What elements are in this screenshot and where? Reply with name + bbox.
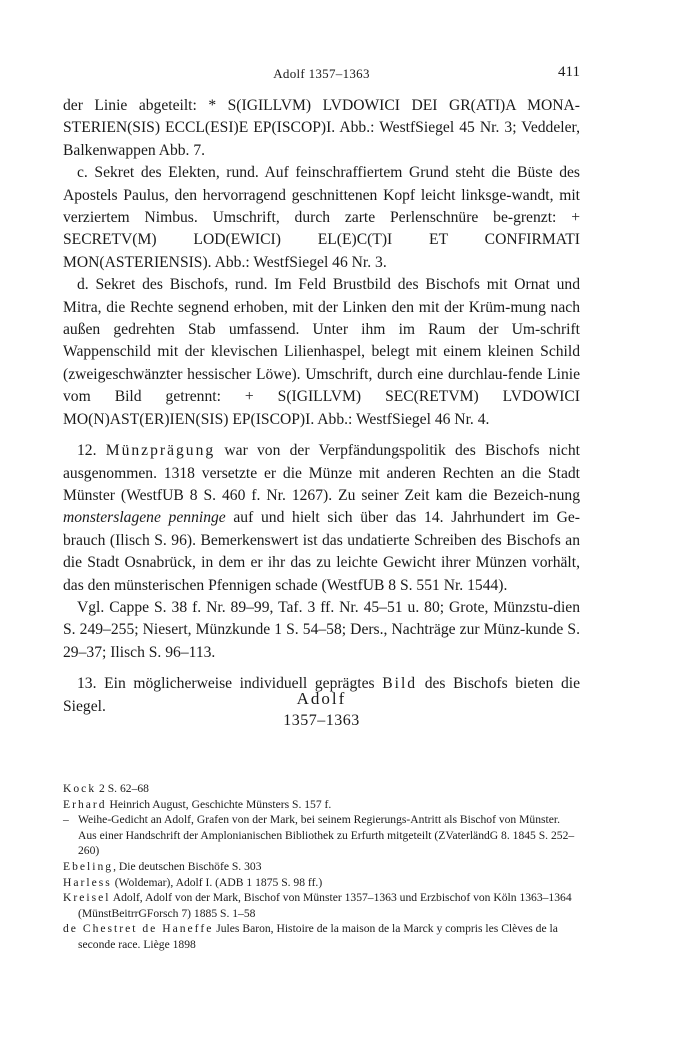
bib-text: Heinrich August, Geschichte Münsters S. 157 f. xyxy=(109,797,332,811)
paragraph-seal-c: c. Sekret des Elekten, rund. Auf feinschraffiertem Grund steht die Büste des Apostels Paulus, den hervorragend geschnittenen Kopf leicht linksge-wandt, mit verziertem Nimbus. Umschrift, durch zarte Perlenschnüre be-grenzt: + SECRETV(M) LOD(EWICI) EL(E)C(T)I ET CONFIRMATI MON(ASTERIENSIS). Abb.: WestfSiegel 46 Nr. 3. xyxy=(63,164,580,271)
paragraph-text: auf und hielt sich über das 14. Jahrhundert im Ge-brauch (Ilisch S. 96). Bemerkenswert ist das undatierte Schreiben des Bischofs an die Stadt Osnabrück, in dem er ihr das zu leichte Gewicht ihrer Münzen vorhält, das den münsterischen Pfennigen schade (WestfUB 8 S. 551 Nr. 1544). xyxy=(63,509,580,594)
spaced-term: Bild xyxy=(382,675,418,693)
paragraph-text: Ein möglicherweise individuell geprägtes xyxy=(104,675,375,693)
bibliography xyxy=(63,781,580,953)
page-number: 411 xyxy=(558,64,580,80)
bib-text: 2 S. 62–68 xyxy=(99,782,149,795)
bib-author: Harless xyxy=(63,875,112,889)
section-number: 12. xyxy=(77,442,97,460)
bibliography-entry xyxy=(63,859,580,875)
paragraph-references: Vgl. Cappe S. 38 f. Nr. 89–99, Taf. 3 ff. Nr. 45–51 u. 80; Grote, Münzstu-dien S. 249–255; Niesert, Münzkunde 1 S. 54–58; Ders., Nachträge zur Münz-kunde S. 29–37; Ilisch S. 96–113. xyxy=(63,598,580,661)
bib-author: de Chestret de Haneffe xyxy=(63,922,214,936)
paragraph-text: des Bischofs bieten die Siegel. xyxy=(63,675,581,715)
bib-text: Adolf, Adolf von der Mark, Bischof von Münster 1357–1363 und Erzbischof von Köln 1363–1364 (MünstBeitrrGForsch 7) 1885 S. 1–58 xyxy=(78,891,572,920)
paragraph-seal-d: d. Sekret des Bischofs, rund. Im Feld Brustbild des Bischofs mit Ornat und Mitra, die Rechte segnend erhoben, mit der Linken den mit der Krüm-mung nach außen gedrehten Stab umfassend. Unter ihm im Raum der Um-schrift Wappenschild mit der klevischen Lilienhaspel, belegt mit einem kleinen Schild (zweigeschwänzter hessischer Löwe). Umschrift, durch eine durchlau-fende Linie vom Bild getrennt: + S(IGILLVM) SEC(RETVM) LVDOWICI MO(N)AST(ER)IEN(SIS) EP(ISCOP)I. Abb.: WestfSiegel 46 Nr. 4. xyxy=(63,276,580,428)
section-number: 13. xyxy=(77,675,97,693)
italic-term: monsterslagene penninge xyxy=(63,509,226,527)
bib-author: Kreisel xyxy=(63,891,111,905)
bib-text: Jules Baron, Histoire de la maison de la Marck y compris les Clèves de la seconde race. Liège 1898 xyxy=(78,922,558,951)
paragraph-seal-legend: der Linie abgeteilt: * S(IGILLVM) LVDOWICI DEI GR(ATI)A MONA-STERIEN(SIS) ECCL(ESI)E EP(ISCOP)I. Abb.: WestfSiegel 45 Nr. 3; Veddeler, Balkenwappen Abb. 7. xyxy=(63,97,580,159)
bib-author: Ebeling xyxy=(63,859,114,873)
body-text xyxy=(63,95,580,718)
bibliography-entry xyxy=(63,875,580,891)
section-years: 1357–1363 xyxy=(283,712,360,729)
bib-text: Weihe-Gedicht an Adolf, Grafen von der Mark, bei seinem Regierungs-Antritt als Bischof von Münster. Aus einer Handschrift der Amplonianischen Bibliothek zu Erfurth mitgeteilt (ZVaterländG 8. 1845 S. 252–260) xyxy=(78,813,575,858)
paragraph-12-coinage xyxy=(63,440,580,597)
bib-dash: – xyxy=(63,813,69,827)
spaced-term: Münzprägung xyxy=(105,442,216,460)
bib-author: Kock xyxy=(63,782,97,795)
paragraph-text: war von der Verpfändungspolitik des Bischofs nicht ausgenommen. 1318 versetzte er die Münze mit anderen Rechten an die Stadt Münster (WestfUB 8 S. 460 f. Nr. 1267). Zu seiner Zeit kam die Bezeich-nung xyxy=(63,442,580,504)
running-head: Adolf 1357–1363 xyxy=(273,66,370,81)
bib-text: (Woldemar), Adolf I. (ADB 1 1875 S. 98 ff.) xyxy=(114,875,323,889)
bib-text: , Die deutschen Bischöfe S. 303 xyxy=(113,859,262,873)
section-heading xyxy=(63,688,580,732)
bibliography-entry xyxy=(63,797,580,813)
bibliography-entry xyxy=(63,890,580,921)
bib-author: Erhard xyxy=(63,797,107,811)
bibliography-entry xyxy=(63,921,580,952)
bibliography-entry xyxy=(63,812,580,859)
bibliography-entry xyxy=(63,781,580,797)
section-name: Adolf xyxy=(296,689,347,708)
